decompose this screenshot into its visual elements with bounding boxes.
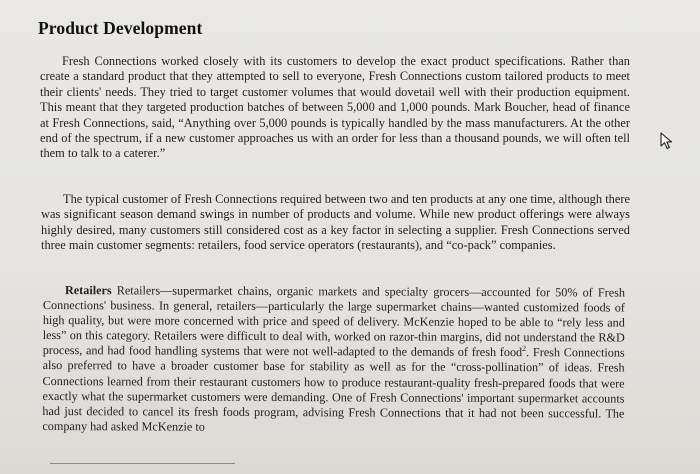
retailers-text-part-2: . Fresh Connections also preferred to have a broader customer base for stability as well as for the “cross-pollination” of ideas. Fresh Connections learned from their restaurant customers how to produce restaurant-quality fresh-prepared foods that were exactly what the supermarket customers were demanding. One of Fresh Connections' important supermarket accounts had just decided to cancel its fresh foods program, advising Fresh Connections that it had not been successful. The company had asked McKenzie to (42, 345, 625, 434)
mouse-pointer-icon (660, 132, 676, 152)
paragraph-typical-customer: The typical customer of Fresh Connections required between two and ten products at any one time, although there was significant season demand swings in number of products and volume. While new product offerings were always highly desired, many customers still considered cost as a key factor in selecting a supplier. Fresh Connections served three main customer segments: retailers, food service operators (restaurants), and “co-pack” companies. (41, 192, 630, 253)
retailers-run-in-heading: Retailers (64, 283, 112, 298)
paragraph-product-specifications: Fresh Connections worked closely with its customers to develop the exact product specifications. Rather than create a standard product that they attempted to sell to everyone, Fresh Connections custom tailored products to meet their clients' needs. They tried to target customer volumes that would dovetail well with their production equipment. This meant that they targeted production batches of between 5,000 and 1,000 pounds. Mark Boucher, head of finance at Fresh Connections, said, “Anything over 5,000 pounds is typically handled by the mass manufacturers. At the other end of the spectrum, if a new customer approaches us with an order for less than a thousand pounds, we will often tell them to talk to a caterer.” (40, 54, 630, 161)
section-heading: Product Development (38, 18, 203, 38)
paragraph-retailers (42, 283, 625, 436)
retailers-text-part-1: Retailers—supermarket chains, organic markets and specialty grocers—accounted for 50% of Fresh Connections' business. In general, retailers—particularly the large supermarket chains—wanted customized foods of high quality, but were more concerned with price and speed of delivery. McKenzie hoped to be able to “rely less and less” on this category. Retailers were difficult to deal with, worked on razor-thin margins, did not understand the R&D process, and had food handling systems that were not well-adapted to the demands of fresh food (42, 283, 625, 360)
footnote-separator (50, 463, 235, 464)
footnote-reference[interactable]: 2 (522, 344, 527, 354)
